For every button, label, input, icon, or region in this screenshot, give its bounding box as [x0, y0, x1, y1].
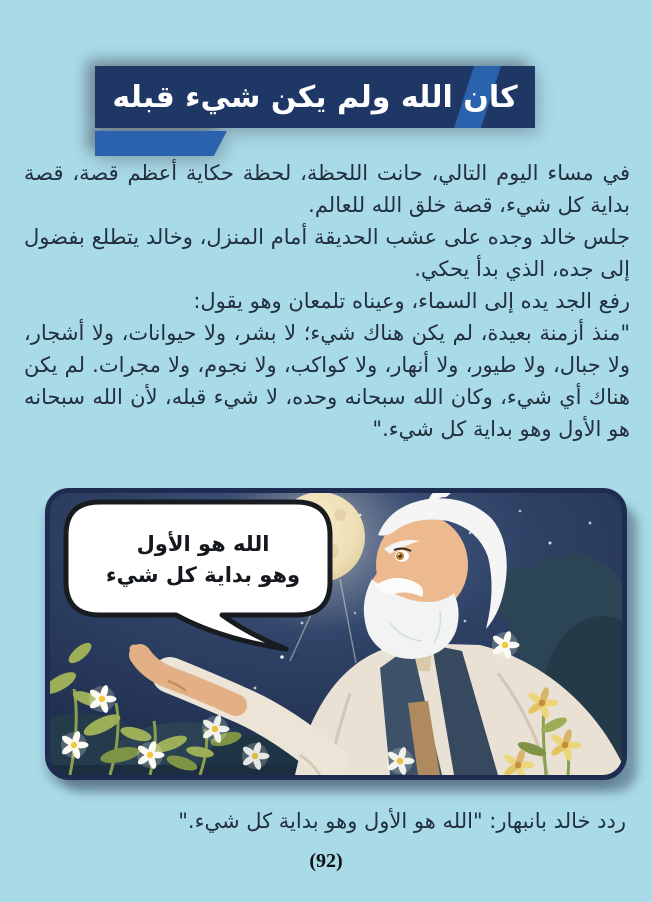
story-paragraph: في مساء اليوم التالي، حانت اللحظة، لحظة حكاية أعظم قصة، قصة بداية كل شيء، قصة خلق الله للعالم.	[24, 161, 630, 217]
illustration	[45, 488, 627, 780]
banner-sub-stripe	[95, 131, 227, 156]
speech-bubble-text	[78, 529, 328, 591]
story-paragraph: رفع الجد يده إلى السماء، وعيناه تلمعان وهو يقول:	[193, 289, 630, 313]
title-banner	[95, 66, 535, 156]
page-title: كان الله ولم يكن شيء قبله	[112, 79, 518, 115]
story-text	[24, 157, 630, 445]
caption: ردد خالد بانبهار: "الله هو الأول وهو بداية كل شيء."	[178, 809, 626, 833]
title-banner-bar	[95, 66, 535, 128]
page-number: (92)	[309, 850, 343, 872]
story-paragraph: "منذ أزمنة بعيدة، لم يكن هناك شيء؛ لا بشر، ولا حيوانات، ولا أشجار، ولا جبال، ولا طيور، ولا أنهار، ولا كواكب، ولا نجوم، ولا مجرات. لم يكن هناك أي شيء، وكان الله سبحانه وحده، لا شيء قبله، لأن الله سبحانه هو الأول وهو بداية كل شيء."	[24, 321, 630, 441]
speech-bubble-line: الله هو الأول	[136, 532, 270, 556]
story-paragraph: جلس خالد وجده على عشب الحديقة أمام المنزل، وخالد يتطلع بفضول إلى جده، الذي بدأ يحكي.	[24, 225, 630, 281]
speech-bubble-line: وهو بداية كل شيء	[105, 563, 301, 587]
